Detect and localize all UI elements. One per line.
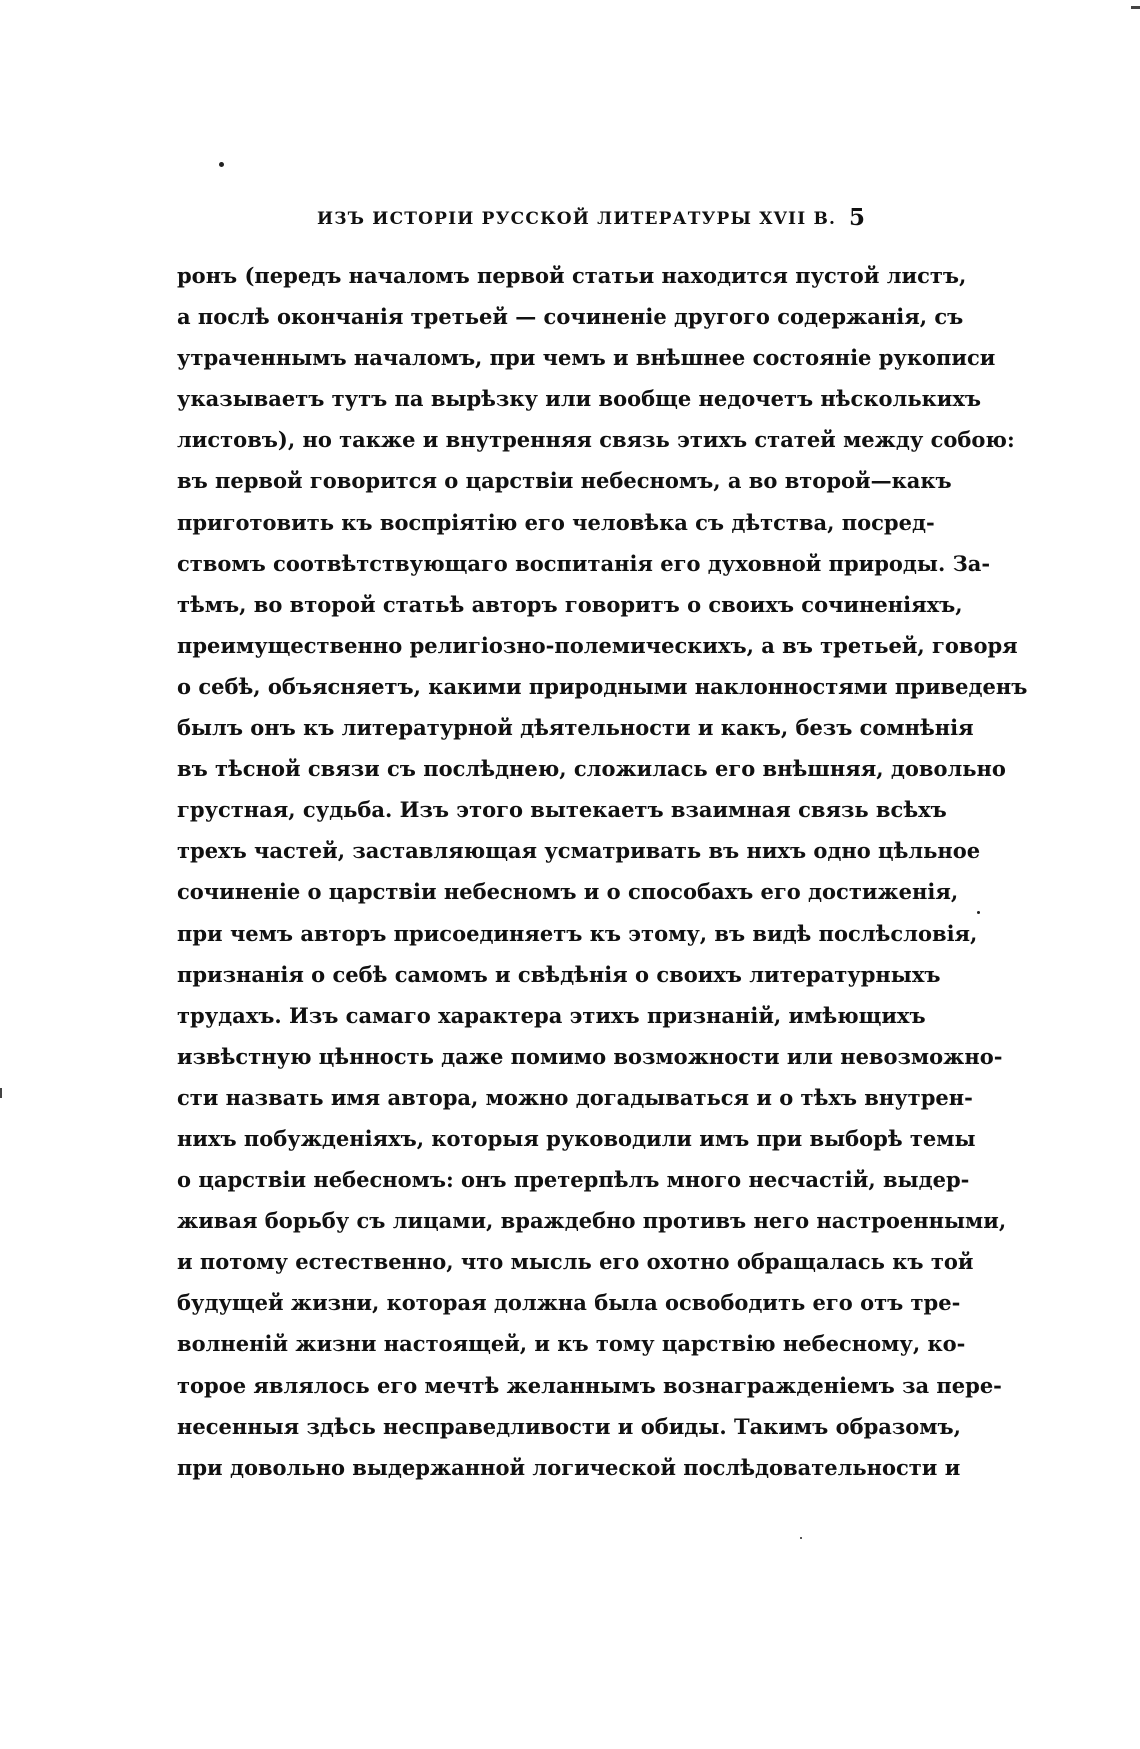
scan-speck [800,1537,802,1539]
text-line: тѣмъ, во второй статьѣ авторъ говоритъ о своихъ сочиненіяхъ, [177,591,963,617]
body-text [177,255,1028,1488]
text-line: указываетъ тутъ па вырѣзку или вообще недочетъ нѣсколькихъ [177,386,981,412]
text-line: живая борьбу съ лицами, враждебно противъ него настроенными, [177,1208,1007,1234]
text-line: будущей жизни, которая должна была освободить его отъ тре- [177,1290,961,1316]
text-line: извѣстную цѣнность даже помимо возможности или невозможно- [177,1043,1003,1069]
text-line: при чемъ авторъ присоединяетъ къ этому, въ видѣ послѣсловія, [177,920,978,946]
text-line: волненій жизни настоящей, и къ тому царствію небесному, ко- [177,1331,966,1357]
text-line: сти назвать имя автора, можно догадываться и о тѣхъ внутрен- [177,1084,973,1110]
text-line: трудахъ. Изъ самаго характера этихъ признаній, имѣющихъ [177,1002,926,1028]
text-line: ронъ (передъ началомъ первой статьи находится пустой листъ, [177,263,967,288]
text-line: несенныя здѣсь несправедливости и обиды. Такимъ образомъ, [177,1413,961,1439]
text-line: нихъ побужденіяхъ, которыя руководили имъ при выборѣ темы [177,1125,976,1151]
text-line: о себѣ, объясняетъ, какими природными наклонностями приведенъ [177,673,1028,699]
text-line: признанія о себѣ самомъ и свѣдѣнія о своихъ литературныхъ [177,961,941,987]
text-line: а послѣ окончанія третьей — сочиненіе другого содержанія, съ [177,304,964,330]
text-line: о царствіи небесномъ: онъ претерпѣлъ много несчастій, выдер- [177,1167,970,1193]
text-line: въ тѣсной связи съ послѣднею, сложилась его внѣшняя, довольно [177,756,1006,782]
text-line: листовъ), но также и внутренняя связь этихъ статей между собою: [177,427,1015,453]
text-line: въ первой говорится о царствіи небесномъ, а во второй—какъ [177,468,952,494]
text-line: былъ онъ къ литературной дѣятельности и какъ, безъ сомнѣнія [177,715,974,741]
scan-speck [219,162,224,167]
text-line: преимущественно религіозно-полемическихъ, а въ третьей, говоря [177,632,1018,658]
text-line: приготовить къ воспріятію его человѣка съ дѣтства, посред- [177,509,935,535]
page-number: 5 [848,204,865,231]
page-header [177,204,877,241]
text-line: и потому естественно, что мысль его охотно обращалась къ той [177,1249,974,1275]
scan-edge-mark [1131,6,1140,9]
text-line: торое являлось его мечтѣ желаннымъ вознагражденіемъ за пере- [177,1372,1002,1398]
text-line: трехъ частей, заставляющая усматривать въ нихъ одно цѣльное [177,838,981,864]
scan-speck [977,911,980,914]
text-line: грустная, судьба. Изъ этого вытекаетъ взаимная связь всѣхъ [177,797,947,823]
text-line: ствомъ соотвѣтствующаго воспитанія его духовной природы. За- [177,550,991,576]
text-line: при довольно выдержанной логической послѣдовательности и [177,1454,961,1480]
running-head: ИЗЪ ИСТОРІИ РУССКОЙ ЛИТЕРАТУРЫ XVII В. [317,209,837,229]
text-line: утраченнымъ началомъ, при чемъ и внѣшнее состояніе рукописи [177,345,996,371]
text-line: сочиненіе о царствіи небесномъ и о способахъ его достиженія, [177,879,959,905]
scan-edge-mark [0,1088,2,1098]
